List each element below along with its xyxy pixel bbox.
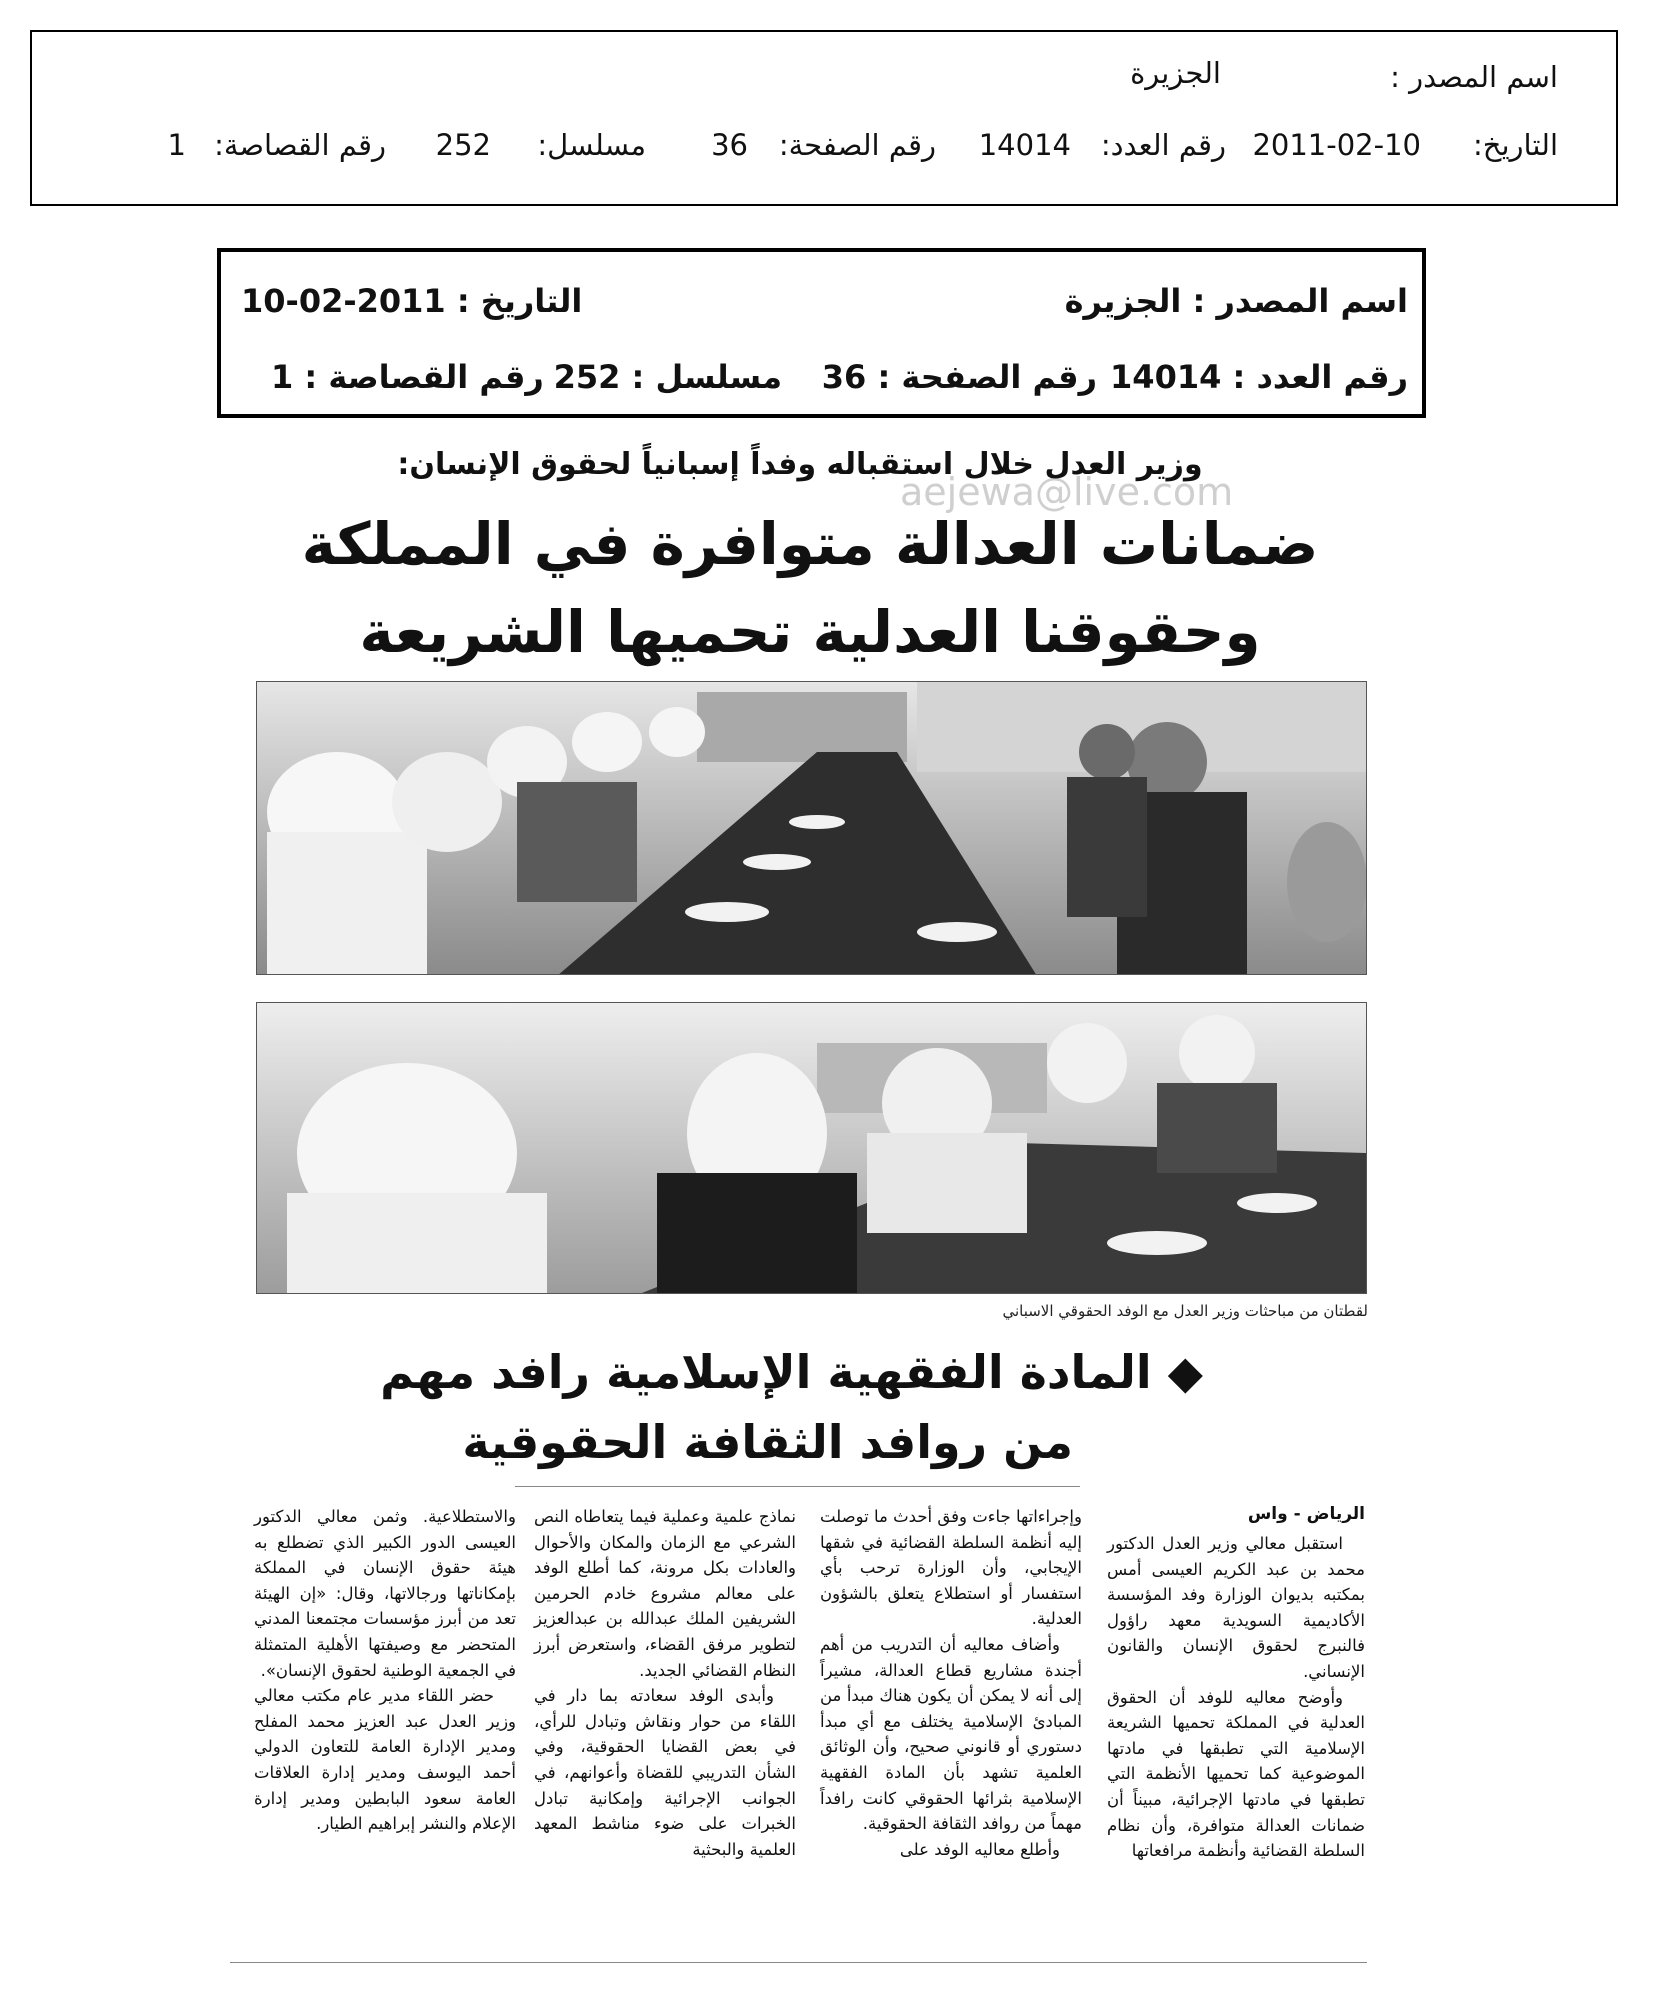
inner-issue: رقم العدد : 14014: [1110, 358, 1408, 396]
meeting-photo-2: [256, 1002, 1367, 1294]
paragraph: استقبل معالي وزير العدل الدكتور محمد بن عبد الكريم العيسى أمس بمكتبه بديوان الوزارة وفد المؤسسة الأكاديمية السويدية معهد راؤول فالنبرج لحقوق الإنسان والقانون الإنساني.: [1107, 1534, 1365, 1681]
paragraph: وأضاف معاليه أن التدريب من أهم أجندة مشاريع قطاع العدالة، مشيراً إلى أنه لا يمكن أن يكون هناك مبدأ من المبادئ الإسلامية يختلف مع أي مبدأ دستوري أو قانوني صحيح، وأن الوثائق العلمية تشهد بأن المادة الفقهية الإسلامية بثرائها الحقوقي كانت رافداً مهماً من روافد الثقافة الحقوقية.: [820, 1634, 1082, 1834]
page-value: 36: [711, 128, 748, 162]
date-value: 2011-02-10: [1252, 128, 1421, 162]
subheadline-line-1: ◆ المادة الفقهية الإسلامية رافد مهم: [380, 1345, 1203, 1399]
clipping-metadata-box: [30, 30, 1618, 206]
serial-value: 252: [435, 128, 491, 162]
article-column-4: [254, 1504, 516, 1837]
clip-label: رقم القصاصة:: [214, 128, 386, 162]
article-column-2: [820, 1504, 1082, 1862]
subheadline-line-2: من روافد الثقافة الحقوقية: [462, 1415, 1073, 1469]
headline-line-1: ضمانات العدالة متوافرة في المملكة: [301, 510, 1319, 578]
paragraph: والاستطلاعية. وثمن معالي الدكتور العيسى الدور الكبير الذي تضطلع به هيئة حقوق الإنسان في المملكة بإمكاناتها ورجالاتها، وقال: «إن الهيئة تعد من أبرز مؤسسات مجتمعنا المدني المتحضر مع وصيفتها الأهلية المتمثلة في الجمعية الوطنية لحقوق الإنسان».: [254, 1507, 516, 1680]
inner-serial: مسلسل : 252: [553, 358, 782, 396]
paragraph: وأبدى الوفد سعادته بما دار في اللقاء من حوار ونقاش وتبادل للرأي، في بعض القضايا الحقوقية، وفي الشأن التدريبي للقضاة وأعوانهم، في الجوانب الإجرائية وإمكانية تبادل الخبرات على ضوء مناشط المعهد العلمية والبحثية: [534, 1686, 796, 1859]
inner-clip: رقم القصاصة : 1: [271, 358, 544, 396]
issue-value: 14014: [978, 128, 1071, 162]
page-label: رقم الصفحة:: [778, 128, 936, 162]
inner-page: رقم الصفحة : 36: [821, 358, 1097, 396]
source-value: الجزيرة: [1130, 56, 1221, 90]
newspaper-header-box: [217, 248, 1426, 418]
kicker: وزير العدل خلال استقباله وفداً إسبانياً لحقوق الإنسان:: [397, 447, 1203, 482]
paragraph: نماذج علمية وعملية فيما يتعاطاه النص الشرعي مع الزمان والمكان والأحوال والعادات بكل مرونة، كما أطلع الوفد على معالم مشروع خادم الحرمين الشريفين الملك عبدالله بن عبدالعزيز لتطوير مرفق القضاء، واستعرض أبرز النظام القضائي الجديد.: [534, 1507, 796, 1680]
issue-label: رقم العدد:: [1100, 128, 1226, 162]
bottom-rule: [230, 1962, 1367, 1963]
serial-label: مسلسل:: [537, 128, 646, 162]
inner-source: اسم المصدر : الجزيرة: [1064, 282, 1408, 320]
date-label: التاريخ:: [1472, 128, 1558, 162]
watermark-email: aejewa@live.com: [900, 470, 1234, 514]
paragraph: وأطلع معاليه الوفد على: [899, 1839, 1060, 1859]
paragraph: وإجراءاتها جاءت وفق أحدث ما توصلت إليه أنظمة السلطة القضائية في شقها الإيجابي، وأن الوزارة ترحب بأي استفسار أو استطلاع يتعلق بالشؤون العدلية.: [819, 1507, 1082, 1629]
paragraph: وأوضح معاليه للوفد أن الحقوق العدلية في المملكة تحميها الشريعة الإسلامية التي تطبقها في مادتها الموضوعية كما تحميها الأنظمة التي تطبقها في مادتها الإجرائية، مبيناً أن ضمانات العدالة متوافرة، وأن نظام السلطة القضائية وأنظمة مرافعاتها: [1107, 1687, 1365, 1861]
dateline: الرياض - واس: [1247, 1504, 1365, 1524]
meeting-photo-1: [256, 681, 1367, 975]
paragraph: حضر اللقاء مدير عام مكتب معالي وزير العدل عبد العزيز محمد المفلح ومدير الإدارة العامة للتعاون الدولي أحمد اليوسف ومدير إدارة العلاقات العامة سعود البابطين ومدير إدارة الإعلام والنشر إبراهيم الطيار.: [254, 1686, 516, 1834]
headline-line-2: وحقوقنا العدلية تحميها الشريعة: [359, 598, 1261, 666]
article-column-3: [534, 1504, 796, 1862]
article-column-1: [1107, 1531, 1365, 1864]
inner-date: التاريخ : 2011-02-10: [241, 282, 583, 320]
subheadline-rule: [515, 1486, 1080, 1487]
photo-caption: لقطتان من مباحثات وزير العدل مع الوفد الحقوقي الاسباني: [1002, 1302, 1368, 1320]
source-label: اسم المصدر :: [1390, 60, 1558, 94]
clip-value: 1: [167, 128, 186, 162]
